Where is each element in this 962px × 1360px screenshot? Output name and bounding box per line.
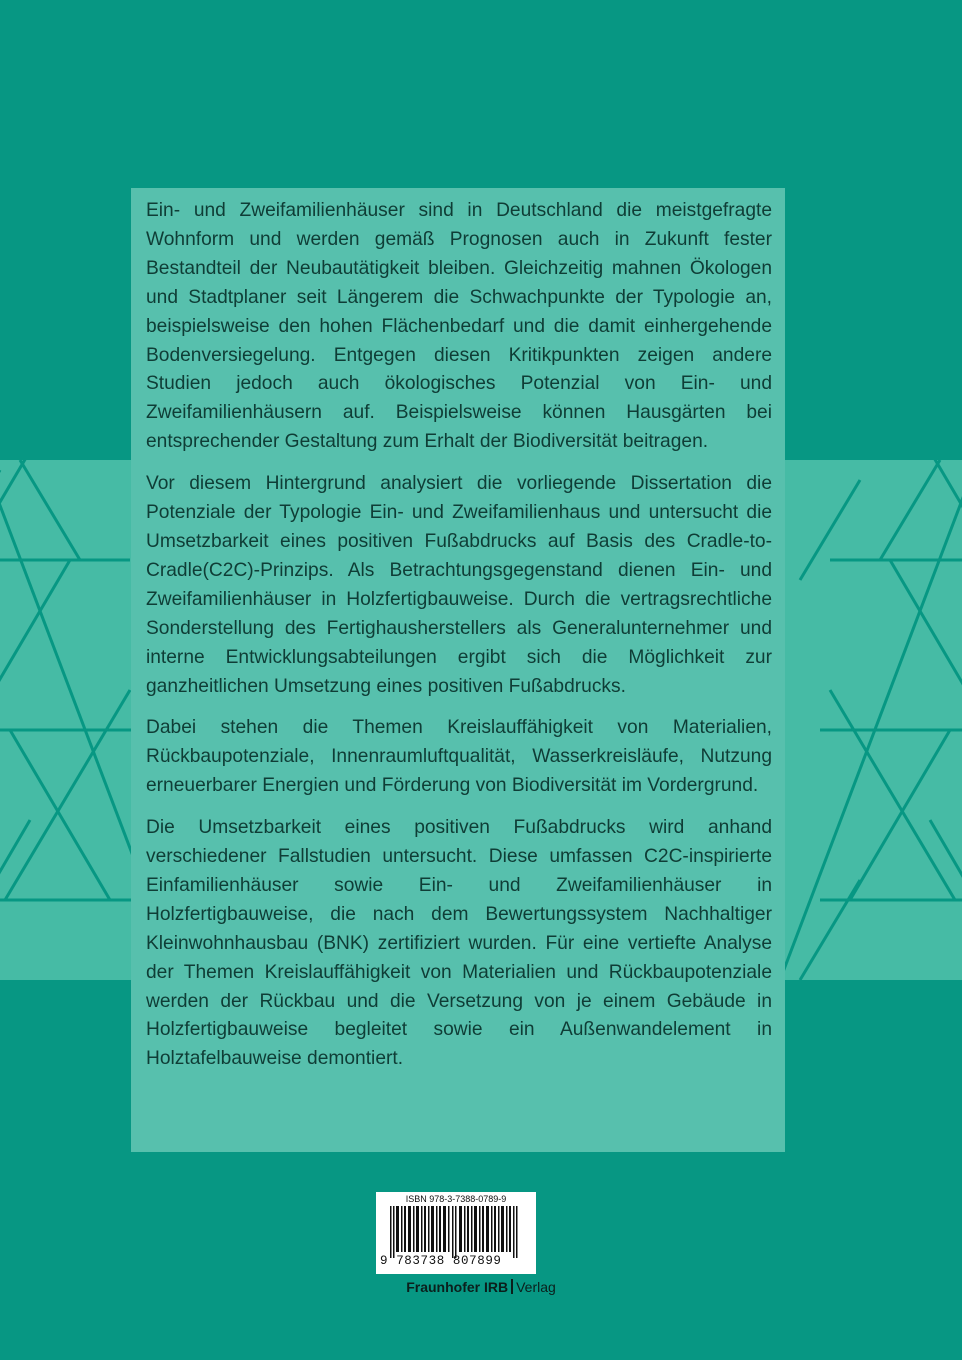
blurb [146,197,772,1087]
publisher-logo [0,1279,962,1295]
blurb-paragraph-4: Die Umsetzbarkeit eines positiven Fußabdrucks wird anhand verschiedener Fallstudien untersucht. Diese umfassen C2C-inspirierte Einfamilienhäuser sowie Ein- und Zweifamilienhäuser in Holzfertigbauweise, die nach dem Bewertungssystem Nachhaltiger Kleinwohnhausbau (BNK) zertifiziert wurden. Für eine vertiefte Analyse der Themen Kreislauffähigkeit von Materialien und Rückbaupotenziale werden der Rückbau und die Versetzung von je einem Gebäude in Holzfertigbauweise begleitet sowie ein Außenwandelement in Holztafelbauweise demontiert. [146,817,772,1070]
isbn-label: ISBN 978-3-7388-0789-9 [405,1194,507,1204]
blurb-paragraph-3: Dabei stehen die Themen Kreislauffähigkeit von Materialien, Rückbaupotenziale, Innenraumluftqualität, Wasserkreisläufe, Nutzung erneuerbarer Energien und Förderung von Biodiversität im Vordergrund. [146,717,772,797]
barcode [376,1192,536,1274]
barcode-bars [384,1206,528,1258]
publisher-name: Fraunhofer IRB [406,1279,509,1295]
publisher-suffix: Verlag [516,1279,556,1295]
publisher-separator [511,1279,513,1294]
barcode-digits: 9 783738 807899 [380,1254,502,1268]
blurb-paragraph-2: Vor diesem Hintergrund analysiert die vorliegende Dissertation die Potenziale der Typologie Ein- und Zweifamilienhaus und untersucht die Umsetzbarkeit eines positiven Fußabdrucks auf Basis des Cradle-to-Cradle(C2C)-Prinzips. Als Betrachtungsgegenstand dienen Ein- und Zweifamilienhäuser in Holzfertigbauweise. Durch die vertragsrechtliche Sonderstellung des Fertighausherstellers als Generalunternehmer und interne Entwicklungsabteilungen ergibt sich die Möglichkeit zur ganzheitlichen Umsetzung eines positiven Fußabdrucks. [146,473,772,697]
blurb-paragraph-1: Ein- und Zweifamilienhäuser sind in Deutschland die meistgefragte Wohnform und werden gemäß Prognosen auch in Zukunft fester Bestandteil der Neubautätigkeit bleiben. Gleichzeitig mahnen Ökologen und Stadtplaner seit Längerem die Schwachpunkte der Typologie an, beispielsweise den hohen Flächenbedarf und die damit einhergehende Bodenversiegelung. Entgegen diesen Kritikpunkten zeigen andere Studien jedoch auch ökologisches Potenzial von Ein- und Zweifamilienhäusern auf. Beispielsweise können Hausgärten bei entsprechender Gestaltung zum Erhalt der Biodiversität beitragen. [146,200,772,453]
